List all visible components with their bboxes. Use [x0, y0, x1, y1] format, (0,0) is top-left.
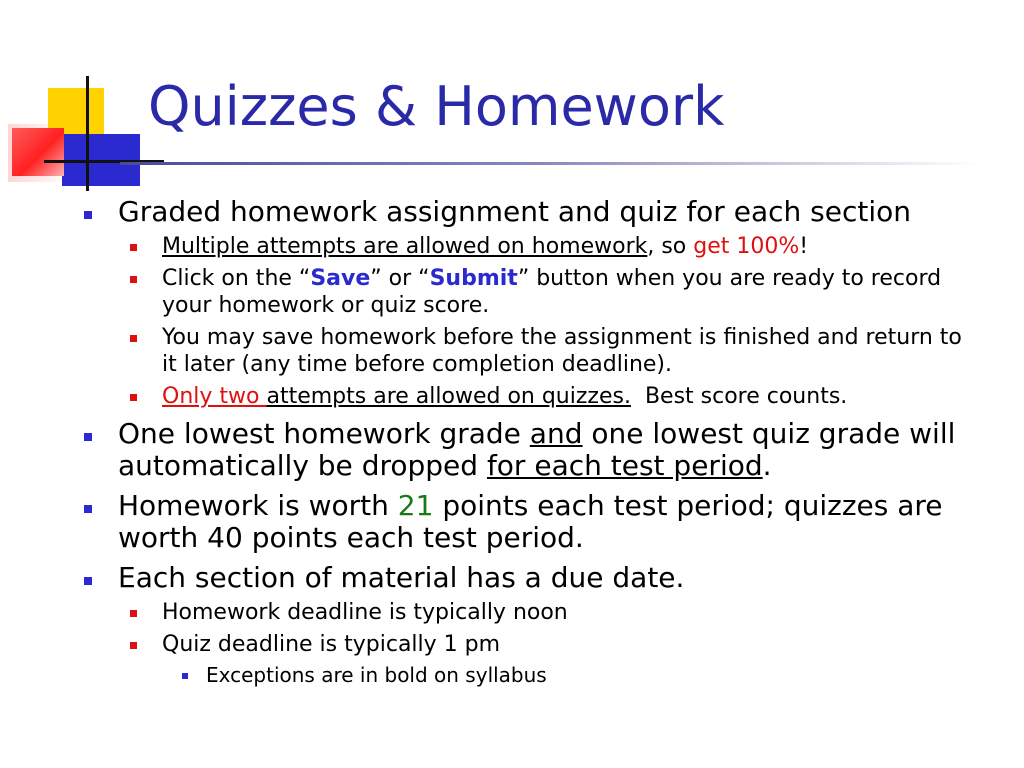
bullet-list [78, 196, 978, 688]
bullet-lowest-grade-dropped: One lowest homework grade and one lowest quiz grade will automatically be dropped for each test period. [78, 418, 978, 482]
sub-bullet-attempts-homework: Multiple attempts are allowed on homework, so get 100%! [78, 233, 978, 260]
sub-bullet-save-submit: Click on the “Save” or “Submit” button when you are ready to record your homework or quiz score. [78, 265, 978, 319]
bullet-graded: Graded homework assignment and quiz for each section [78, 196, 978, 228]
submit-keyword: Submit [429, 266, 518, 291]
bullet-points-worth: Homework is worth 21 points each test period; quizzes are worth 40 points each test period. [78, 490, 978, 554]
sub-bullet-quiz-attempts: Only two attempts are allowed on quizzes. Best score counts. [78, 383, 978, 410]
sub-sub-bullet-exceptions: Exceptions are in bold on syllabus [78, 663, 978, 688]
bullet-due-date: Each section of material has a due date. [78, 562, 978, 594]
decor-red-square [12, 128, 64, 176]
decor-vertical-line [86, 76, 89, 191]
title-underline-rule [120, 162, 980, 165]
slide-content [78, 196, 978, 688]
sub-bullet-quiz-deadline: Quiz deadline is typically 1 pm [78, 631, 978, 658]
sub-bullet-save-before-finished: You may save homework before the assignment is finished and return to it later (any time before completion deadline). [78, 324, 978, 378]
slide-title: Quizzes & Homework [148, 75, 725, 138]
save-keyword: Save [310, 266, 371, 291]
corner-decoration [0, 0, 150, 200]
sub-bullet-homework-deadline: Homework deadline is typically noon [78, 599, 978, 626]
